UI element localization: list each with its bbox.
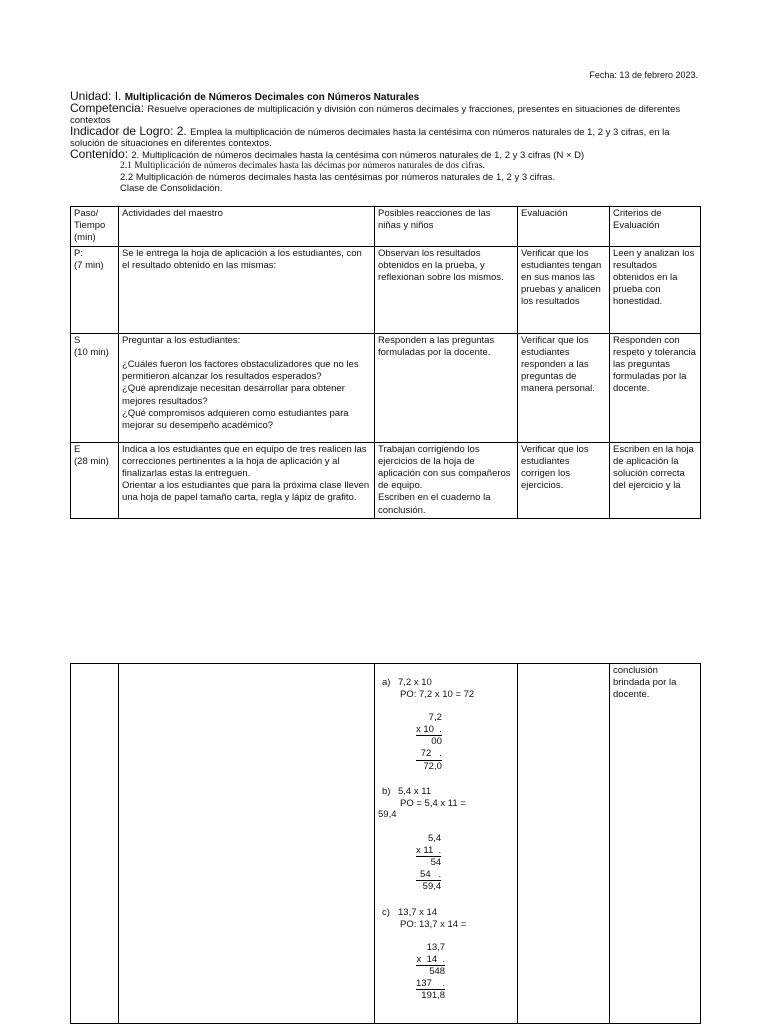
cell-criterios: Responden con respeto y tolerancia las preguntas formuladas por la docente. [610,333,701,442]
header-cell-actividades: Actividades del maestro [119,207,375,247]
lesson-table [70,206,701,519]
exercise-list [378,677,514,1016]
header-cell-paso: Paso/ Tiempo (min) [71,207,119,247]
table-row [71,442,701,518]
cell-evaluacion [518,664,610,1024]
contenido-sub-2: 2.2 Multiplicación de números decimales hasta las centésimas por números naturales de 1, 2 y 3 cifras. [120,172,556,183]
cell-paso: E (28 min) [71,442,119,518]
document-date: Fecha: 13 de febrero 2023. [589,70,698,80]
header-cell-reacciones: Posibles reacciones de las niñas y niños [375,207,518,247]
cell-paso: S (10 min) [71,333,119,442]
table-row [71,664,701,1024]
cell-evaluacion: Verificar que los estudiantes responden a las preguntas de manera personal. [518,333,610,442]
cell-criterios: conclusión brindada por la docente. [610,664,701,1024]
column-operation-c: 13,7 x 14 . 548 137 . 191,8 [416,942,446,1002]
table-row [71,246,701,333]
unidad-line: Unidad: I. Multiplicación de Números Decimales con Números Naturales [70,89,420,103]
cell-evaluacion: Verificar que los estudiantes tengan en sus manos las pruebas y analicen los resultados [518,246,610,333]
contenido-sub-3: Clase de Consolidación. [120,183,223,194]
header-cell-criterios: Criterios de Evaluación [610,207,701,247]
cell-reacciones: Observan los resultados obtenidos en la prueba, y reflexionan sobre los mismos. [375,246,518,333]
column-operation-b: 5,4 x 11 . 54 54 . 59,4 [416,832,442,893]
exercise-c: c) 13,7 x 14 PO: 13,7 x 14 = [382,906,467,930]
cell-actividades: Indica a los estudiantes que en equipo de tres realicen las correcciones pertinentes a la hoja de aplicación y al finalizarlas estas la entreguen. Orientar a los estudiantes que para la próxima clase lleven una hoja de papel tamaño carta, regla y lápiz de grafito. [119,442,375,518]
table-header-row [71,207,701,247]
cell-reacciones: Trabajan corrigiendo los ejercicios de la hoja de aplicación con sus compañeros de equipo. Escriben en el cuaderno la conclusión. [375,442,518,518]
exercise-b: b) 5,4 x 11 PO = 5,4 x 11 = 59,4 [378,786,466,821]
cell-paso [71,664,119,1024]
indicador-line: Indicador de Logro: 2. Emplea la multiplicación de números decimales hasta la centésima con números naturales de 1, 2 y 3 cifras, en la solución de situaciones en diferentes contextos. [70,124,670,149]
exercise-a: a) 7,2 x 10 PO: 7,2 x 10 = 72 [382,677,475,700]
competencia-line: Competencia: Resuelve operaciones de multiplicación y división con números decimales y fracciones, presentes en situaciones de diferentes contextos [70,101,681,126]
header-cell-evaluacion: Evaluación [518,207,610,247]
table-row [71,333,701,442]
cell-actividades [119,664,375,1024]
contenido-line: Contenido: 2. Multiplicación de números decimales hasta la centésima con números naturales de 1, 2 y 3 cifras (N × D) [70,147,585,161]
cell-actividades: Preguntar a los estudiantes: ¿Cuáles fueron los factores obstaculizadores que no les permitieron alcanzar los resultados esperados? ¿Qué aprendizaje necesitan desarrollar para obtener mejores resultados? ¿Qué compromisos adquieren como estudiantes para mejorar su desempeño académico? [119,333,375,442]
lesson-table-continuation [70,663,701,1024]
cell-exercises [375,664,518,1024]
cell-actividades: Se le entrega la hoja de aplicación a los estudiantes, con el resultado obtenido en las mismas: [119,246,375,333]
cell-paso: P: (7 min) [71,246,119,333]
cell-reacciones: Responden a las preguntas formuladas por la docente. [375,333,518,442]
cell-criterios: Leen y analizan los resultados obtenidos en la prueba con honestidad. [610,246,701,333]
cell-evaluacion: Verificar que los estudiantes corrigen los ejercicios. [518,442,610,518]
contenido-sub-1: 2.1 Multiplicación de números decimales hasta las décimas por números naturales de dos cifras. [120,161,485,171]
lesson-header [70,91,702,194]
cell-criterios: Escriben en la hoja de aplicación la solución correcta del ejercicio y la [610,442,701,518]
column-operation-a: 7,2 x 10 . 00 72 . 72,0 [416,712,442,772]
